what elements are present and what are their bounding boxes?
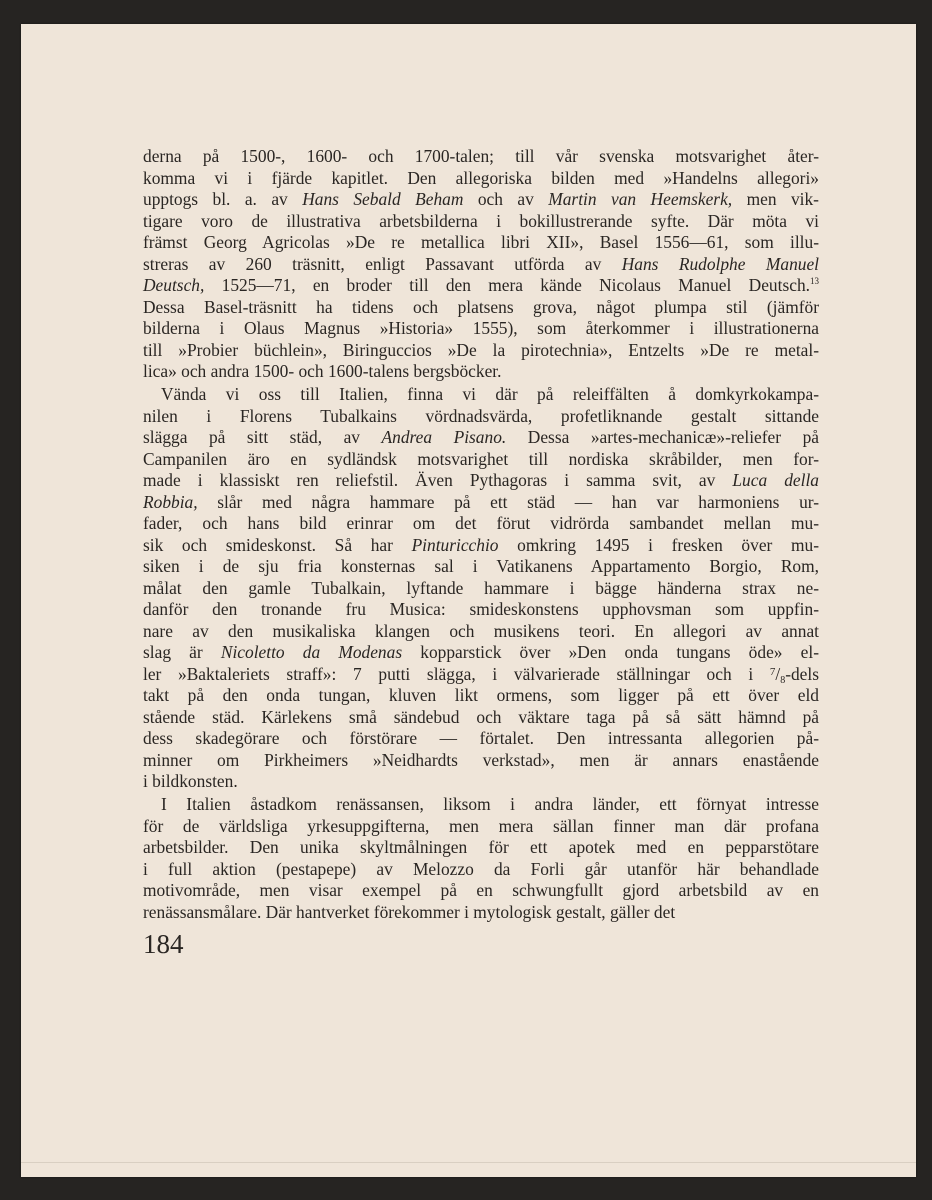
text-line [143, 750, 819, 772]
text-segment: Vända vi oss till Italien, finna vi där på releiffälten å domkyrkokampa- [161, 384, 819, 404]
italic-name: Martin van Heemskerk, [548, 189, 733, 209]
text-line [143, 492, 819, 514]
text-segment: takt på den onda tungan, kluven likt ormens, som ligger på ett över eld [143, 685, 819, 705]
text-segment: slag är [143, 642, 221, 662]
text-segment: Dessa Basel-träsnitt ha tidens och platsens grova, något plumpa stil (jämför [143, 296, 819, 317]
text-segment: / [775, 663, 781, 684]
italic-name: Nicoletto da Modenas [220, 642, 403, 662]
text-segment: och av [463, 189, 549, 209]
italic-name: Pinturicchio [411, 534, 499, 555]
text-line [143, 449, 819, 471]
text-segment: siken i de sju fria konsternas sal i Vatikanens Appartamento Borgio, Rom, [143, 556, 819, 576]
text-line [143, 232, 819, 254]
text-line [143, 254, 819, 276]
text-line [143, 427, 819, 449]
text-segment: arbetsbilder. Den unika skyltmålningen för ett apotek med en pepparstötare [143, 837, 819, 857]
text-segment: fader, och hans bild erinrar om det förut vidrörda sambandet mellan mu- [143, 513, 819, 533]
text-segment: nilen i Florens Tubalkains vördnadsvärda, profetliknande gestalt sittande [143, 405, 819, 426]
italic-name: Andrea Pisano. [381, 427, 507, 447]
text-segment: danför den tronande fru Musica: smideskonstens upphovsman som uppfin- [143, 599, 819, 619]
text-line [143, 707, 819, 729]
text-segment: bilderna i Olaus Magnus »Historia» 1555), som återkommer i illustrationerna [143, 318, 819, 338]
text-segment: kopparstick över »Den onda tungans öde» el- [402, 642, 819, 662]
text-segment: -dels [785, 663, 819, 684]
text-segment: Campanilen äro en sydländsk motsvarighet till nordiska skråbilder, men for- [143, 448, 819, 469]
text-line [143, 384, 819, 406]
text-segment: 8 [780, 674, 786, 686]
text-line [143, 771, 819, 793]
text-segment: tigare voro de illustrativa arbetsbilderna i bokillustrerande syfte. Där möta vi [143, 210, 819, 231]
text-segment: till »Probier büchlein», Biringuccios »De la pirotechnia», Entzelts »De re metal- [143, 339, 819, 360]
text-line [143, 211, 819, 233]
text-segment: komma vi i fjärde kapitlet. Den allegoriska bilden med »Handelns allegori» [143, 167, 819, 188]
text-line [143, 728, 819, 750]
text-segment: slår med några hammare på ett städ — han var harmoniens ur- [197, 491, 819, 512]
text-segment: 7 [769, 665, 776, 678]
italic-name: Deutsch, [143, 275, 205, 295]
text-line [143, 513, 819, 535]
text-segment: nare av den musikaliska klangen och musikens teori. En allegori av annat [143, 620, 819, 641]
text-segment: minner om Pirkheimers »Neidhardts verkstad», men är annars enastående [143, 749, 819, 770]
text-segment: sik och smideskonst. Så har [143, 534, 412, 555]
text-line [143, 318, 819, 340]
text-line [143, 880, 819, 902]
text-line [143, 621, 819, 643]
italic-name: Hans Sebald Beham [302, 189, 464, 209]
text-segment: stående städ. Kärlekens små sändebud och väktare taga på så sätt hämnd på [143, 706, 819, 727]
text-line [143, 189, 819, 211]
text-line [143, 146, 819, 168]
text-segment: dess skadegörare och förstörare — förtalet. Den intressanta allegorien på- [143, 728, 819, 748]
text-segment: målat den gamle Tubalkain, lyftande hammare i bägge händerna strax ne- [143, 577, 819, 598]
text-segment: främst Georg Agricolas »De re metallica libri XII», Basel 1556—61, som illu- [143, 232, 819, 252]
text-segment: Dessa »artes-mechanicæ»-reliefer på [506, 427, 819, 447]
text-line [143, 556, 819, 578]
body-text [143, 146, 819, 925]
book-page [21, 24, 916, 1177]
text-line [143, 470, 819, 492]
text-line [143, 859, 819, 881]
text-line [143, 816, 819, 838]
text-line [143, 275, 819, 297]
text-line [143, 340, 819, 362]
text-line [143, 578, 819, 600]
text-line [143, 837, 819, 859]
text-line [143, 297, 819, 319]
text-line [143, 406, 819, 428]
text-line [143, 664, 819, 686]
text-segment: i full aktion (pestapepe) av Melozzo da Forli går utanför här behandlade [143, 858, 819, 879]
text-segment: slägga på sitt städ, av [143, 427, 382, 447]
text-line [143, 535, 819, 557]
paragraph [143, 384, 819, 793]
text-segment: streras av 260 träsnitt, enligt Passavant utförda av [143, 253, 622, 274]
text-segment: made i klassiskt ren reliefstil. Även Pythagoras i samma svit, av [143, 470, 733, 490]
page-edge-line [21, 1162, 916, 1163]
text-line [143, 685, 819, 707]
text-line [143, 599, 819, 621]
text-segment: i bildkonsten. [143, 771, 238, 791]
text-segment: men vik- [732, 189, 819, 209]
text-segment: I Italien åstadkom renässansen, liksom i andra länder, ett förnyat intresse [161, 794, 819, 814]
paragraph [143, 794, 819, 923]
page-number: 184 [143, 929, 184, 959]
text-segment: ler »Baktaleriets straff»: 7 putti slägga, i välvarierade ställningar och i [143, 663, 770, 684]
text-line [143, 361, 819, 383]
text-segment: renässansmålare. Där hantverket förekommer i mytologisk gestalt, gäller det [143, 901, 676, 922]
text-segment: upptogs bl. a. av [143, 189, 303, 209]
text-segment: lica» och andra 1500- och 1600-talens bergsböcker. [143, 361, 502, 381]
text-segment: 1525—71, en broder till den mera kände Nicolaus Manuel Deutsch. [204, 275, 810, 295]
footnote-ref: 13 [810, 276, 819, 286]
italic-name: Robbia, [143, 491, 198, 512]
text-segment: derna på 1500-, 1600- och 1700-talen; till vår svenska motsvarighet åter- [143, 146, 819, 166]
text-line [143, 902, 819, 924]
text-segment: omkring 1495 i fresken över mu- [498, 534, 819, 555]
text-line [143, 642, 819, 664]
text-line [143, 168, 819, 190]
text-line [143, 794, 819, 816]
text-segment: motivområde, men visar exempel på en schwungfullt gjord arbetsbild av en [143, 880, 819, 900]
text-segment: för de världsliga yrkesuppgifterna, men mera sällan finner man där profana [143, 815, 819, 836]
paragraph [143, 146, 819, 383]
italic-name: Hans Rudolphe Manuel [621, 253, 820, 274]
italic-name: Luca della [732, 470, 819, 490]
